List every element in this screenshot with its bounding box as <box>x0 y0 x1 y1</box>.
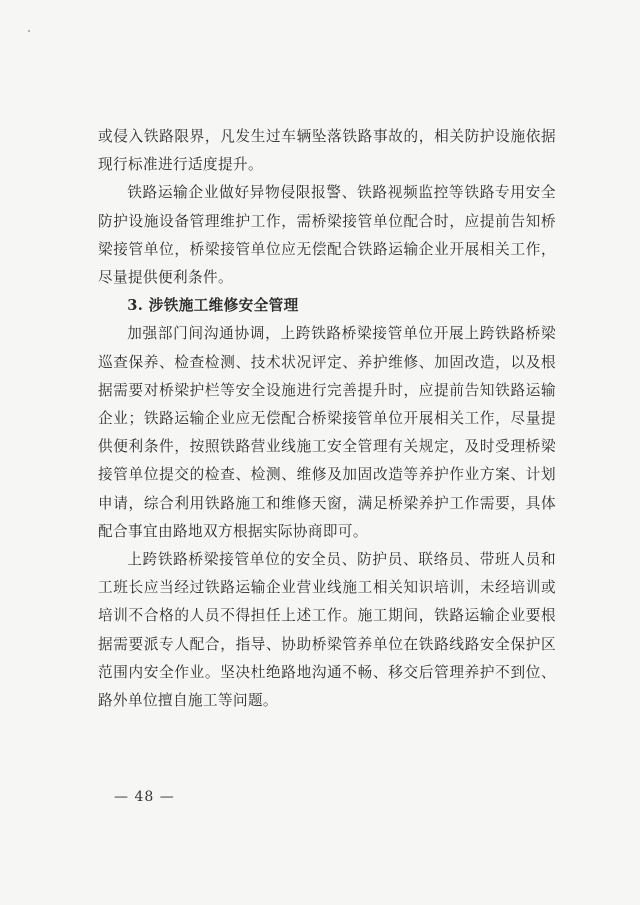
paragraph: 上跨铁路桥梁接管单位的安全员、防护员、联络员、带班人员和工班长应当经过铁路运输企业营业线施工相关知识培训，未经培训或培训不合格的人员不得担任上述工作。施工期间，铁路运输企业要根据需要派专人配合，指导、协助桥梁管养单位在铁路线路安全保护区范围内安全作业。坚决杜绝路地沟通不畅、移交后管理养护不到位、路外单位擅自施工等问题。 <box>98 551 556 710</box>
paragraph: 或侵入铁路限界，凡发生过车辆坠落铁路事故的，相关防护设施依据现行标准进行适度提升。 <box>98 128 556 174</box>
body-text <box>98 123 556 715</box>
paragraph: 铁路运输企业做好异物侵限报警、铁路视频监控等铁路专用安全防护设施设备管理维护工作，需桥梁接管单位配合时，应提前告知桥梁接管单位，桥梁接管单位应无偿配合铁路运输企业开展相关工作，尽量提供便利条件。 <box>98 184 556 287</box>
page-number: — 48 — <box>114 789 175 805</box>
section-heading: 3. 涉铁施工维修安全管理 <box>127 297 299 315</box>
paragraph: 加强部门间沟通协调，上跨铁路桥梁接管单位开展上跨铁路桥梁巡查保养、检查检测、技术状况评定、养护维修、加固改造，以及根据需要对桥梁护栏等安全设施进行完善提升时，应提前告知铁路运输企业；铁路运输企业应无偿配合桥梁接管单位开展相关工作，尽量提供便利条件，按照铁路营业线施工安全管理有关规定，及时受理桥梁接管单位提交的检查、检测、维修及加固改造等养护作业方案、计划申请，综合利用铁路施工和维修天窗，满足桥梁养护工作需要，具体配合事宜由路地双方根据实际协商即可。 <box>98 325 556 540</box>
scan-speck <box>28 30 30 32</box>
